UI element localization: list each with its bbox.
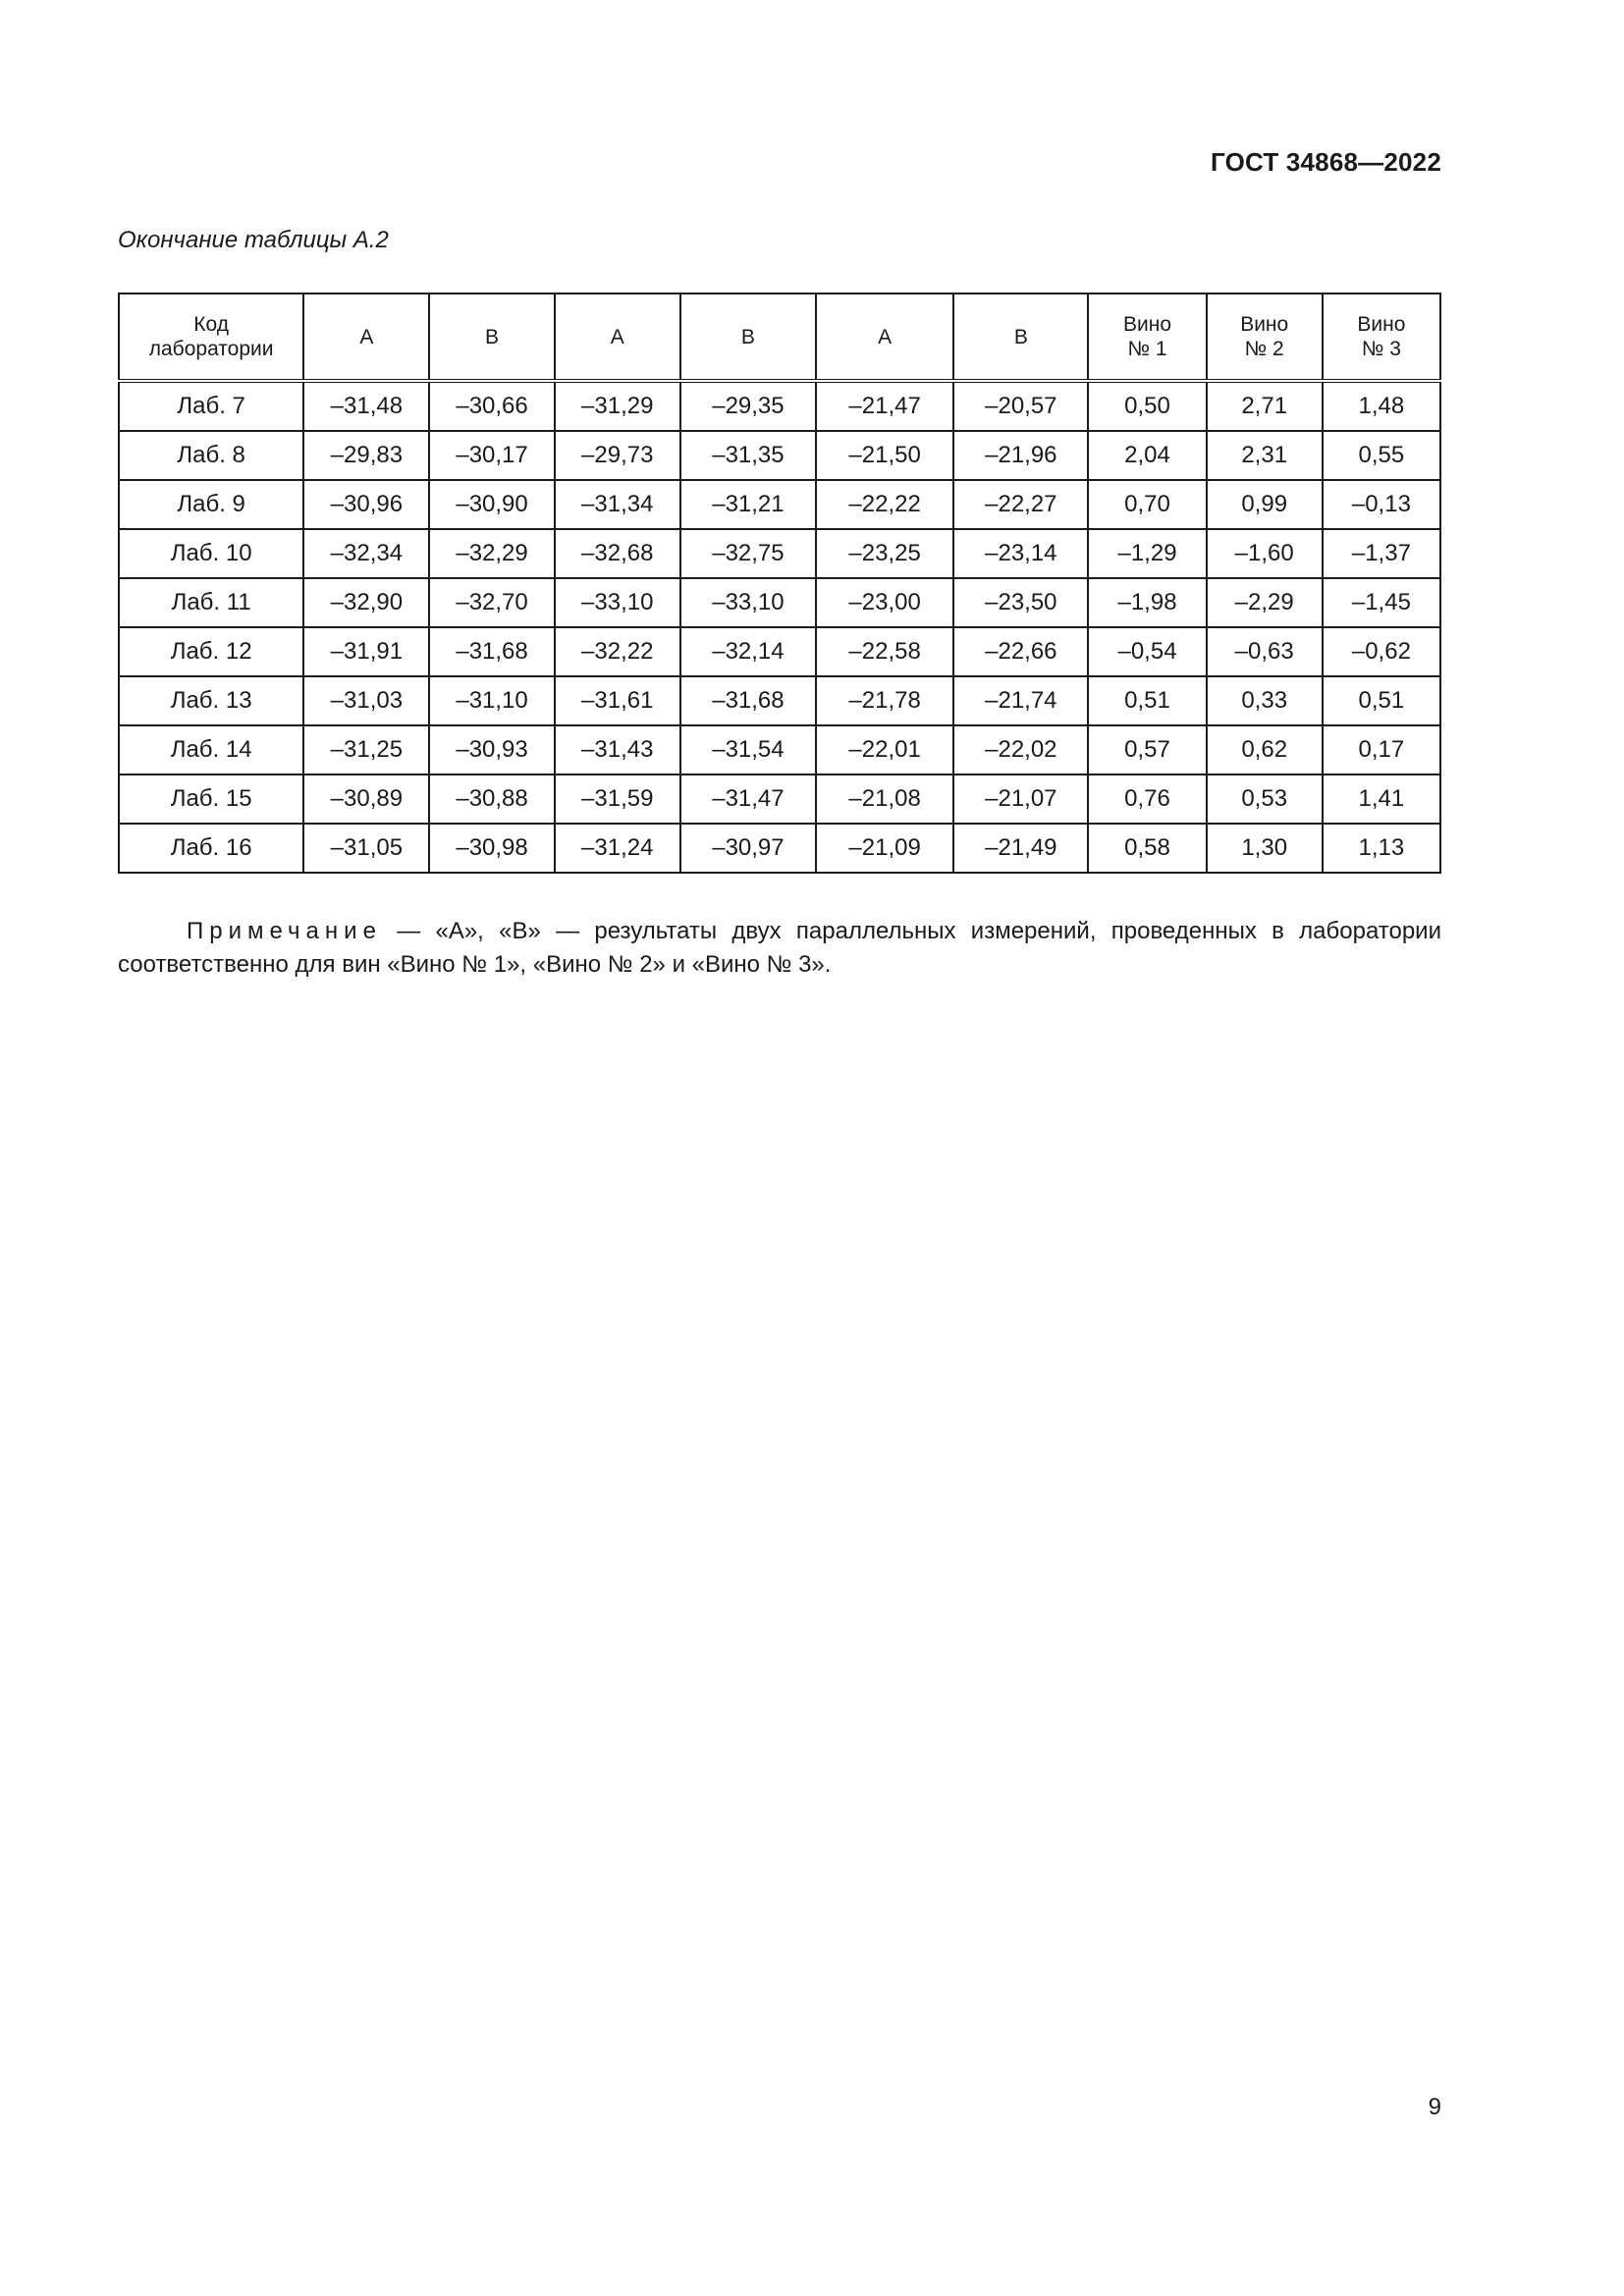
- value-cell: –21,09: [816, 824, 953, 873]
- value-cell: –2,29: [1207, 578, 1323, 627]
- table-row: [119, 529, 1440, 578]
- value-cell: –29,73: [555, 431, 680, 480]
- value-cell: –1,29: [1088, 529, 1206, 578]
- document-standard-title: ГОСТ 34868—2022: [1211, 147, 1441, 177]
- value-cell: –21,08: [816, 774, 953, 824]
- value-cell: –1,45: [1323, 578, 1440, 627]
- value-cell: –31,91: [303, 627, 429, 676]
- value-cell: 1,41: [1323, 774, 1440, 824]
- value-cell: 1,30: [1207, 824, 1323, 873]
- value-cell: –31,68: [429, 627, 554, 676]
- lab-code-cell: Лаб. 16: [119, 824, 303, 873]
- value-cell: –32,14: [680, 627, 816, 676]
- value-cell: –33,10: [555, 578, 680, 627]
- value-cell: –30,90: [429, 480, 554, 529]
- value-cell: –30,96: [303, 480, 429, 529]
- value-cell: –30,66: [429, 381, 554, 431]
- header-wine-2: Вино № 2: [1207, 294, 1323, 381]
- value-cell: –0,54: [1088, 627, 1206, 676]
- value-cell: –22,01: [816, 725, 953, 774]
- value-cell: –30,98: [429, 824, 554, 873]
- header-a-2: А: [555, 294, 680, 381]
- value-cell: 0,58: [1088, 824, 1206, 873]
- value-cell: –22,66: [953, 627, 1088, 676]
- table-header-row: [119, 294, 1440, 381]
- value-cell: –33,10: [680, 578, 816, 627]
- header-b-2: В: [680, 294, 816, 381]
- value-cell: –1,98: [1088, 578, 1206, 627]
- lab-code-cell: Лаб. 9: [119, 480, 303, 529]
- value-cell: –29,35: [680, 381, 816, 431]
- table-row: [119, 480, 1440, 529]
- table-row: [119, 824, 1440, 873]
- table-caption: Окончание таблицы А.2: [118, 227, 389, 253]
- value-cell: –29,83: [303, 431, 429, 480]
- value-cell: 0,51: [1323, 676, 1440, 725]
- value-cell: –21,07: [953, 774, 1088, 824]
- note-text: — «А», «В» — результаты двух параллельных измерений, проведенных в лаборатории соответственно для вин «Вино № 1», «Вино № 2» и «Вино № 3».: [118, 918, 1441, 978]
- table-row: [119, 627, 1440, 676]
- value-cell: –31,61: [555, 676, 680, 725]
- value-cell: –31,54: [680, 725, 816, 774]
- header-a-1: А: [303, 294, 429, 381]
- value-cell: –31,35: [680, 431, 816, 480]
- value-cell: –21,47: [816, 381, 953, 431]
- value-cell: –31,21: [680, 480, 816, 529]
- value-cell: –32,75: [680, 529, 816, 578]
- value-cell: 0,62: [1207, 725, 1323, 774]
- value-cell: 1,13: [1323, 824, 1440, 873]
- value-cell: –23,25: [816, 529, 953, 578]
- lab-code-cell: Лаб. 7: [119, 381, 303, 431]
- table-row: [119, 676, 1440, 725]
- value-cell: –23,50: [953, 578, 1088, 627]
- value-cell: –32,70: [429, 578, 554, 627]
- value-cell: –21,49: [953, 824, 1088, 873]
- value-cell: –30,93: [429, 725, 554, 774]
- value-cell: 0,99: [1207, 480, 1323, 529]
- value-cell: –23,00: [816, 578, 953, 627]
- value-cell: 0,51: [1088, 676, 1206, 725]
- value-cell: 2,71: [1207, 381, 1323, 431]
- header-wine-1: Вино № 1: [1088, 294, 1206, 381]
- value-cell: –1,37: [1323, 529, 1440, 578]
- table-row: [119, 431, 1440, 480]
- value-cell: –31,34: [555, 480, 680, 529]
- header-wine-3: Вино № 3: [1323, 294, 1440, 381]
- value-cell: –31,59: [555, 774, 680, 824]
- value-cell: –31,43: [555, 725, 680, 774]
- value-cell: –30,17: [429, 431, 554, 480]
- value-cell: –30,89: [303, 774, 429, 824]
- value-cell: –22,27: [953, 480, 1088, 529]
- value-cell: –31,05: [303, 824, 429, 873]
- value-cell: 0,33: [1207, 676, 1323, 725]
- value-cell: –20,57: [953, 381, 1088, 431]
- value-cell: 0,55: [1323, 431, 1440, 480]
- lab-code-cell: Лаб. 10: [119, 529, 303, 578]
- header-b-3: В: [953, 294, 1088, 381]
- lab-code-cell: Лаб. 13: [119, 676, 303, 725]
- value-cell: –31,03: [303, 676, 429, 725]
- value-cell: –22,22: [816, 480, 953, 529]
- value-cell: –31,10: [429, 676, 554, 725]
- lab-code-cell: Лаб. 8: [119, 431, 303, 480]
- value-cell: –32,90: [303, 578, 429, 627]
- value-cell: 2,31: [1207, 431, 1323, 480]
- value-cell: –32,29: [429, 529, 554, 578]
- note-label: Примечание: [187, 918, 382, 944]
- lab-code-cell: Лаб. 12: [119, 627, 303, 676]
- value-cell: –0,13: [1323, 480, 1440, 529]
- value-cell: 0,17: [1323, 725, 1440, 774]
- lab-code-cell: Лаб. 14: [119, 725, 303, 774]
- value-cell: –22,02: [953, 725, 1088, 774]
- value-cell: –31,29: [555, 381, 680, 431]
- page-number: 9: [1428, 2094, 1441, 2120]
- value-cell: –31,48: [303, 381, 429, 431]
- value-cell: 0,70: [1088, 480, 1206, 529]
- table-row: [119, 774, 1440, 824]
- value-cell: –21,50: [816, 431, 953, 480]
- value-cell: –30,97: [680, 824, 816, 873]
- value-cell: 0,57: [1088, 725, 1206, 774]
- table-row: [119, 578, 1440, 627]
- value-cell: –30,88: [429, 774, 554, 824]
- value-cell: –31,24: [555, 824, 680, 873]
- table-row: [119, 725, 1440, 774]
- value-cell: –21,96: [953, 431, 1088, 480]
- value-cell: –21,74: [953, 676, 1088, 725]
- value-cell: 0,53: [1207, 774, 1323, 824]
- value-cell: –31,25: [303, 725, 429, 774]
- header-a-3: А: [816, 294, 953, 381]
- value-cell: –32,34: [303, 529, 429, 578]
- lab-code-cell: Лаб. 11: [119, 578, 303, 627]
- value-cell: –23,14: [953, 529, 1088, 578]
- value-cell: 1,48: [1323, 381, 1440, 431]
- value-cell: 2,04: [1088, 431, 1206, 480]
- value-cell: 0,50: [1088, 381, 1206, 431]
- value-cell: 0,76: [1088, 774, 1206, 824]
- value-cell: –1,60: [1207, 529, 1323, 578]
- value-cell: –0,63: [1207, 627, 1323, 676]
- value-cell: –32,68: [555, 529, 680, 578]
- header-lab-code: Код лаборатории: [119, 294, 303, 381]
- value-cell: –21,78: [816, 676, 953, 725]
- value-cell: –0,62: [1323, 627, 1440, 676]
- header-b-1: В: [429, 294, 554, 381]
- table-note: [118, 915, 1441, 982]
- value-cell: –32,22: [555, 627, 680, 676]
- value-cell: –31,68: [680, 676, 816, 725]
- table-row: [119, 381, 1440, 431]
- lab-code-cell: Лаб. 15: [119, 774, 303, 824]
- results-table: [118, 293, 1441, 874]
- value-cell: –22,58: [816, 627, 953, 676]
- value-cell: –31,47: [680, 774, 816, 824]
